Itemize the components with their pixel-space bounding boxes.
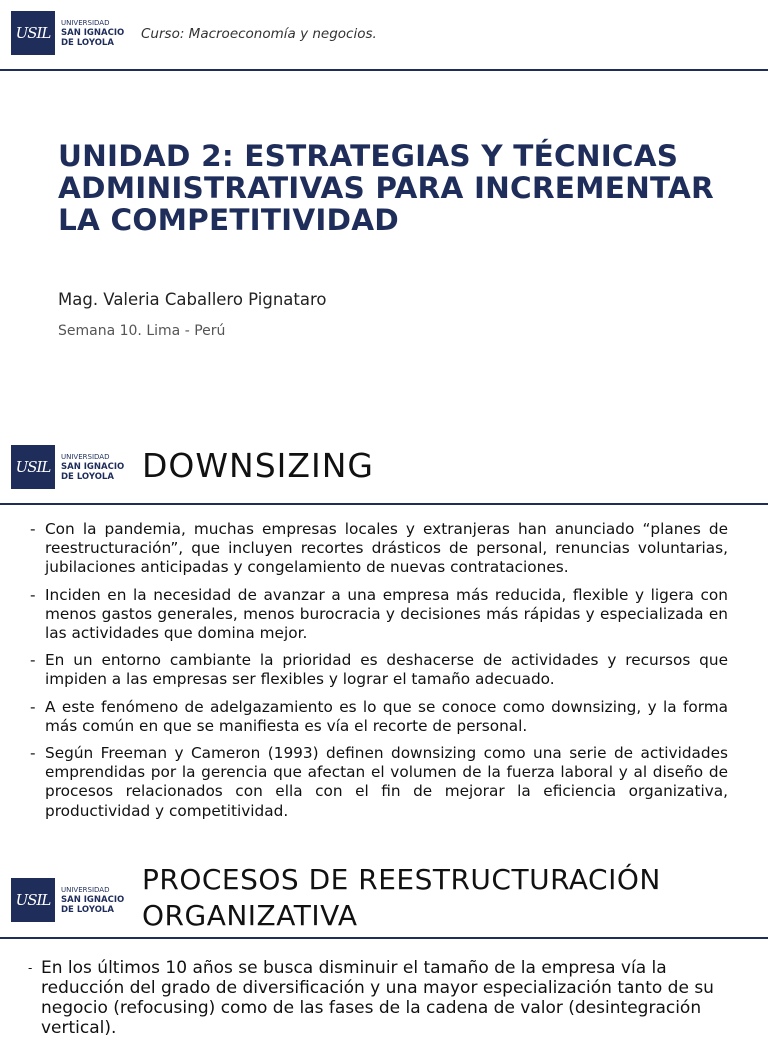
bullet-text: Inciden en la necesidad de avanzar a una empresa más reducida, flexible y ligera con menos gastos generales, menos burocracia y decisiones más rápidas y especializada en las actividades que domina mejor. — [45, 585, 728, 643]
bullet-marker: - — [30, 697, 36, 716]
list-item — [30, 586, 728, 644]
list-item — [28, 958, 744, 1038]
course-label: Curso: Macroeconomía y negocios. — [141, 26, 377, 42]
university-logo — [11, 445, 124, 489]
header-divider — [0, 937, 768, 939]
usil-monogram-icon: USIL — [11, 878, 55, 922]
logo-line-2: SAN IGNACIO — [61, 895, 125, 905]
logo-line-1: UNIVERSIDAD — [61, 19, 110, 27]
heading-line-2: ORGANIZATIVA — [142, 899, 358, 932]
header-divider — [0, 503, 768, 505]
heading-line-1: PROCESOS DE REESTRUCTURACIÓN — [142, 863, 661, 896]
bullet-list — [28, 958, 744, 1038]
university-logo — [11, 878, 124, 922]
list-item — [30, 651, 728, 689]
slide-heading — [142, 862, 661, 934]
bullet-list — [30, 520, 728, 829]
bullet-text: En los últimos 10 años se busca disminuir el tamaño de la empresa vía la reducción del grado de diversificación y una mayor especialización tanto de su negocio (refocusing) como de las fases de la cadena de valor (desintegración vertical). — [41, 958, 714, 1038]
slide-title — [0, 0, 768, 400]
usil-monogram-icon: USIL — [11, 445, 55, 489]
list-item — [30, 520, 728, 578]
bullet-marker: - — [30, 744, 36, 763]
bullet-marker: - — [30, 651, 36, 670]
slide-restructuring — [0, 860, 768, 1038]
logo-line-3: DE LOYOLA — [61, 905, 114, 915]
slide-heading: DOWNSIZING — [142, 446, 374, 485]
bullet-text: Según Freeman y Cameron (1993) definen downsizing como una serie de actividades emprendidas por la gerencia que afectan el volumen de la fuerza laboral y al diseño de procesos relacionados con ella con el fin de mejorar la eficiencia organizativa, productividad y competitividad. — [45, 744, 728, 820]
logo-line-3: DE LOYOLA — [61, 472, 114, 482]
bullet-marker: - — [28, 961, 33, 975]
bullet-text: En un entorno cambiante la prioridad es deshacerse de actividades y recursos que impiden a las empresas ser flexibles y lograr el tamaño adecuado. — [45, 651, 728, 689]
logo-line-2: SAN IGNACIO — [61, 462, 125, 472]
bullet-text: Con la pandemia, muchas empresas locales y extranjeras han anunciado “planes de reestructuración”, que incluyen recortes drásticos de personal, renuncias voluntarias, jubilaciones anticipadas y congelamiento de nuevas contrataciones. — [45, 520, 728, 577]
logo-line-2: SAN IGNACIO — [61, 28, 125, 38]
logo-line-1: UNIVERSIDAD — [61, 453, 110, 461]
header-divider — [0, 69, 768, 71]
week-location: Semana 10. Lima - Perú — [58, 323, 226, 339]
bullet-text: A este fenómeno de adelgazamiento es lo que se conoce como downsizing, y la forma más común en que se manifiesta es vía el recorte de personal. — [45, 697, 728, 735]
slide-title-heading: UNIDAD 2: ESTRATEGIAS Y TÉCNICAS ADMINISTRATIVAS PARA INCREMENTAR LA COMPETITIVIDAD — [58, 139, 714, 237]
bullet-marker: - — [30, 520, 36, 538]
usil-monogram-icon: USIL — [11, 11, 55, 55]
logo-line-3: DE LOYOLA — [61, 38, 114, 48]
list-item — [30, 698, 728, 736]
logo-line-1: UNIVERSIDAD — [61, 886, 110, 894]
university-logo — [11, 11, 124, 55]
slide-downsizing — [0, 438, 768, 860]
author-name: Mag. Valeria Caballero Pignataro — [58, 290, 327, 309]
list-item — [30, 744, 728, 821]
bullet-marker: - — [30, 585, 36, 604]
